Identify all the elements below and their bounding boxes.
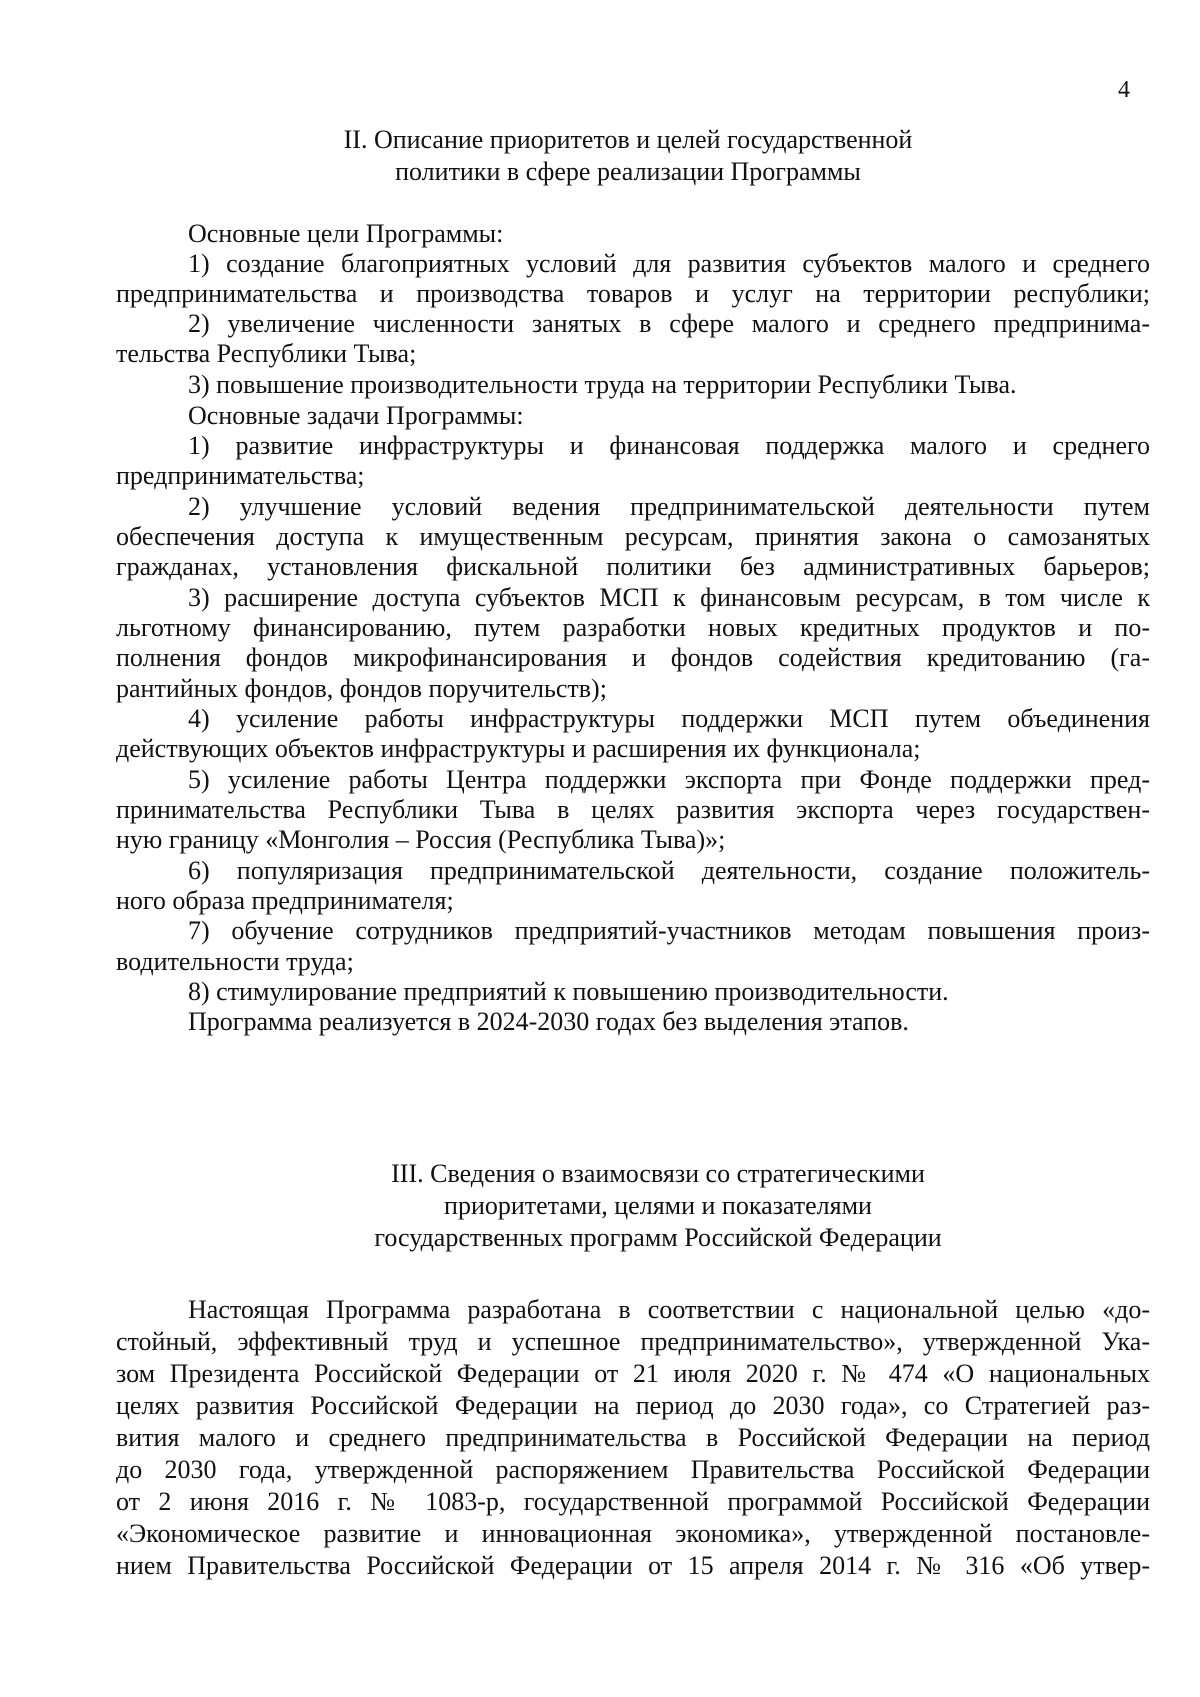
paragraph-line: льготному финансированию, путем разработки новых кредитных продуктов и по- [116, 613, 1150, 642]
heading-line: II. Описание приоритетов и целей государственной [343, 125, 913, 154]
paragraph-line: ную границу «Монголия – Россия (Республика Тыва)»; [116, 825, 726, 854]
heading-line: III. Сведения о взаимосвязи со стратегическими [391, 1159, 925, 1188]
paragraph-line: до 2030 года, утвержденной распоряжением Правительства Российской Федерации [116, 1455, 1150, 1484]
paragraph-line: Основные задачи Программы: [188, 401, 524, 430]
paragraph-line: Основные цели Программы: [188, 219, 504, 248]
paragraph-line: ного образа предпринимателя; [116, 886, 454, 915]
page-number: 4 [1118, 77, 1130, 103]
paragraph-line: 3) расширение доступа субъектов МСП к финансовым ресурсам, в том числе к [188, 583, 1150, 612]
paragraph-line: водительности труда; [116, 947, 354, 976]
paragraph-line: 7) обучение сотрудников предприятий-участников методам повышения произ- [188, 916, 1150, 945]
paragraph-line: тельства Республики Тыва; [116, 339, 417, 368]
paragraph-line: Настоящая Программа разработана в соответствии с национальной целью «до- [188, 1295, 1150, 1324]
heading-line: государственных программ Российской Федерации [374, 1223, 942, 1252]
paragraph-line: 5) усиление работы Центра поддержки экспорта при Фонде поддержки пред- [188, 765, 1150, 794]
paragraph-line: рантийных фондов, фондов поручительств); [116, 674, 607, 703]
heading-line: приоритетами, целями и показателями [444, 1191, 872, 1220]
heading-line: политики в сфере реализации Программы [395, 157, 861, 186]
paragraph-line: нием Правительства Российской Федерации от 15 апреля 2014 г. № 316 «Об утвер- [116, 1551, 1150, 1580]
paragraph-line: 6) популяризация предпринимательской деятельности, создание положитель- [188, 856, 1150, 885]
paragraph-line: стойный, эффективный труд и успешное предпринимательство», утвержденной Ука- [116, 1327, 1150, 1356]
paragraph-line: 1) создание благоприятных условий для развития субъектов малого и среднего [188, 249, 1150, 278]
paragraph-line: Программа реализуется в 2024-2030 годах без выделения этапов. [188, 1007, 909, 1036]
paragraph-line: вития малого и среднего предпринимательства в Российской Федерации на период [116, 1423, 1150, 1452]
section-3-heading [58, 1158, 1200, 1254]
paragraph-line: от 2 июня 2016 г. № 1083-р, государственной программой Российской Федерации [116, 1487, 1150, 1516]
paragraph-line: 8) стимулирование предприятий к повышению производительности. [188, 977, 949, 1006]
paragraph-line: обеспечения доступа к имущественным ресурсам, принятия закона о самозанятых [116, 522, 1150, 551]
paragraph-line: действующих объектов инфраструктуры и расширения их функционала; [116, 734, 921, 763]
section-2-heading [28, 124, 1200, 188]
paragraph-line: предпринимательства и производства товаров и услуг на территории республики; [116, 279, 1150, 308]
paragraph-line: гражданах, установления фискальной политики без административных барьеров; [116, 552, 1150, 581]
paragraph-line: зом Президента Российской Федерации от 21 июля 2020 г. № 474 «О национальных [116, 1359, 1150, 1388]
paragraph-line: принимательства Республики Тыва в целях развития экспорта через государствен- [116, 795, 1150, 824]
paragraph-line: 4) усиление работы инфраструктуры поддержки МСП путем объединения [188, 704, 1150, 733]
paragraph-line: 2) улучшение условий ведения предпринимательской деятельности путем [188, 492, 1150, 521]
paragraph-line: «Экономическое развитие и инновационная экономика», утвержденной постановле- [116, 1519, 1150, 1548]
paragraph-line: 2) увеличение численности занятых в сфере малого и среднего предпринима- [188, 309, 1150, 338]
paragraph-line: 3) повышение производительности труда на территории Республики Тыва. [188, 370, 1017, 399]
paragraph-line: целях развития Российской Федерации на период до 2030 года», со Стратегией раз- [116, 1391, 1150, 1420]
paragraph-line: полнения фондов микрофинансирования и фондов содействия кредитованию (га- [116, 643, 1150, 672]
paragraph-line: 1) развитие инфраструктуры и финансовая поддержка малого и среднего [188, 431, 1150, 460]
paragraph-line: предпринимательства; [116, 461, 365, 490]
